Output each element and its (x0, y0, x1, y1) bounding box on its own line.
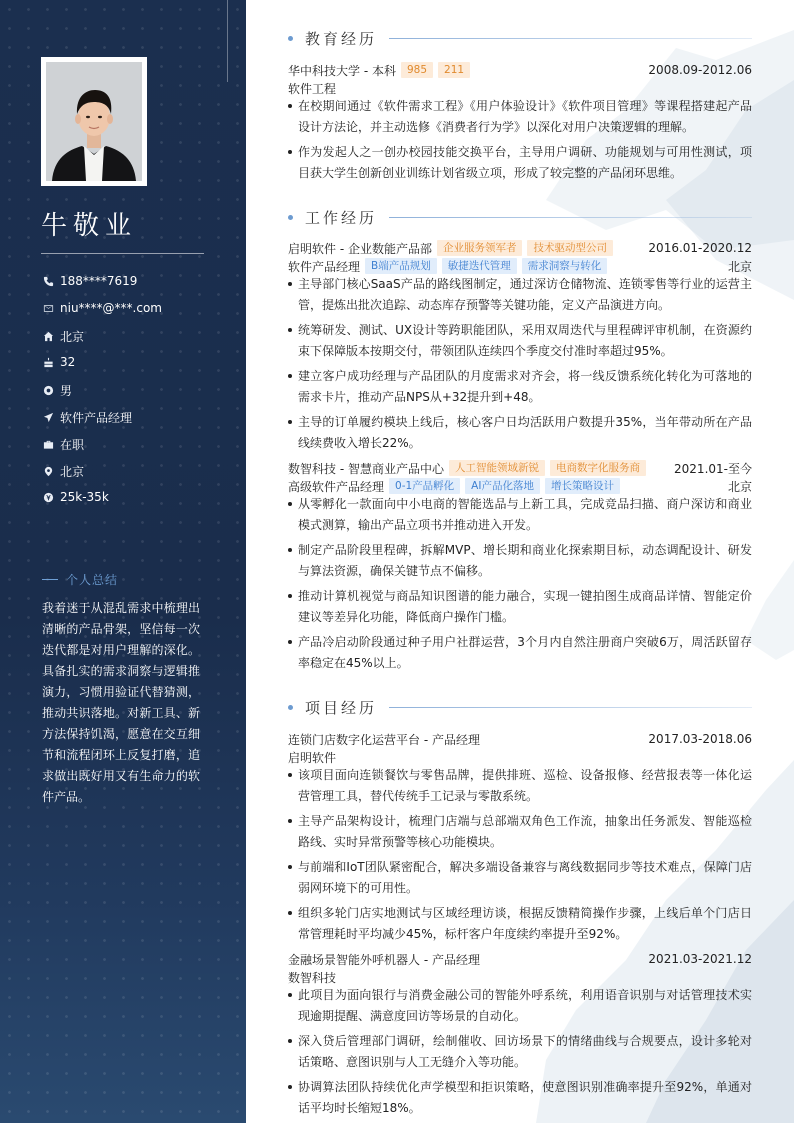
candidate-name: 牛敬业 (41, 211, 138, 241)
list-item: 此项目为面向银行与消费金融公司的智能外呼系统，利用语音识别与对话管理技术实现逾期提醒、满意度回访等场景的自动化。 (288, 985, 752, 1027)
list-item: 深入贷后管理部门调研，绘制催收、回访场景下的情绪曲线与合规要点，设计多轮对话策略、意图识别与人工无缝介入等功能。 (288, 1031, 752, 1073)
project-name: 金融场景智能外呼机器人 - 产品经理 (288, 952, 480, 967)
list-item: 主导的订单履约模块上线后，核心客户日均活跃用户数提升35%，当年带动所在产品线续费收入增长22%。 (288, 412, 752, 454)
sidebar (0, 0, 246, 1123)
project-2-bullets (288, 985, 752, 1123)
project-org: 数智科技 (288, 970, 337, 985)
mail-icon (42, 302, 54, 314)
company-name: 启明软件 - 企业数能产品部 (288, 241, 432, 256)
projects-title: 项目经历 (305, 699, 378, 717)
education-title: 教育经历 (305, 30, 378, 48)
list-item: 产品冷启动阶段通过种子用户社群运营，3个月内自然注册商户突破6万，周活跃留存率稳定在45%以上。 (288, 632, 752, 674)
company-tag: 技术驱动型公司 (527, 240, 613, 256)
briefcase-icon (42, 439, 54, 451)
list-item: 与前端和IoT团队紧密配合，解决多端设备兼容与离线数据同步等技术难点，保障门店弱网环境下的可用性。 (288, 857, 752, 899)
list-item: 协调算法团队持续优化声学模型和拒识策略，使意图识别准确率提升至92%，单通对话平均时长缩短18%。 (288, 1077, 752, 1119)
list-item: 主导部门核心SaaS产品的路线图制定，通过深访仓储物流、连锁零售等行业的运营主管，提炼出批次追踪、动态库存预警等关键功能，定义产品演进方向。 (288, 274, 752, 316)
project-date: 2021.03-2021.12 (648, 952, 752, 966)
list-item: 推动计算机视觉与商品知识图谱的能力融合，实现一键拍图生成商品详情、智能定价建议等差异化功能，降低商户操作门槛。 (288, 586, 752, 628)
work-date: 2021.01-至今 (674, 461, 752, 476)
summary-title: 个人总结 (66, 573, 119, 587)
info-phone (42, 274, 137, 288)
section-dot (288, 36, 293, 41)
summary-text: 我着迷于从混乱需求中梳理出清晰的产品骨架，坚信每一次迭代都是对用户理解的深化。具备扎实的需求洞察与逻辑推演力，习惯用验证代替猜测，推动共识落地。对新工具、新方法保持饥渴，愿意在交互细节和流程闭环上反复打磨，追求做出既好用又有生命力的软件产品。 (42, 601, 200, 804)
role: 软件产品经理 (288, 259, 361, 274)
hometown-value: 北京 (60, 330, 85, 344)
status-value: 在职 (60, 438, 85, 452)
project-2-org-row (288, 968, 752, 986)
skill-tag: 0-1产品孵化 (389, 478, 460, 494)
work-section-header (288, 207, 752, 228)
role: 高级软件产品经理 (288, 479, 385, 494)
project-name: 连锁门店数字化运营平台 - 产品经理 (288, 732, 480, 747)
list-item: 组织多轮门店实地测试与区域经理访谈，根据反馈精简操作步骤，上线后单个门店日常管理耗时平均减少45%，标杆客户年度续约率提升至92%。 (288, 903, 752, 945)
email-value: niu****@***.com (60, 301, 162, 315)
profile-photo (46, 62, 142, 181)
list-item: 从零孵化一款面向中小电商的智能选品与上新工具，完成竞品扫描、商户深访和商业模式测算，输出产品立项书并推动进入开发。 (288, 494, 752, 536)
work-entry-2-bullets (288, 494, 752, 678)
skill-tag: B端产品规划 (365, 258, 437, 274)
project-date: 2017.03-2018.06 (648, 732, 752, 746)
list-item: 主导产品架构设计，梳理门店端与总部端双角色工作流，抽象出任务派发、智能巡检路线、实时异常预警等核心功能模块。 (288, 811, 752, 853)
photo-frame (41, 57, 147, 186)
age-value: 32 (60, 355, 76, 369)
project-1-bullets (288, 765, 752, 949)
section-dot (288, 705, 293, 710)
work-entry-1-bullets (288, 274, 752, 458)
section-rule (389, 217, 752, 218)
home-icon (42, 331, 54, 343)
school-name: 华中科技大学 - 本科 (288, 63, 396, 78)
tag-985: 985 (401, 62, 433, 78)
info-city (42, 463, 84, 480)
company-tag: 人工智能领域新锐 (449, 460, 545, 476)
list-item: 统筹研发、测试、UX设计等跨职能团队，采用双周迭代与里程碑评审机制，在资源约束下保障版本按期交付，带领团队连续四个季度交付准时率超过95%。 (288, 320, 752, 362)
work-entry-2-role (288, 477, 752, 495)
money-icon (42, 491, 54, 503)
info-hometown (42, 328, 84, 345)
project-2-header (288, 950, 752, 968)
company-tag: 电商数字化服务商 (550, 460, 646, 476)
name-divider (41, 253, 204, 254)
list-item: 作为发起人之一创办校园技能交换平台，主导用户调研、功能规划与可用性测试，项目获大学生创新创业训练计划省级立项，形成了较完整的产品闭环思维。 (288, 142, 752, 184)
list-item: 建立客户成功经理与产品团队的月度需求对齐会，将一线反馈系统化转化为可落地的需求卡片，推动产品NPS从+32提升到+48。 (288, 366, 752, 408)
education-section-header (288, 28, 752, 49)
education-major-row (288, 79, 752, 97)
section-rule (389, 707, 752, 708)
skill-tag: AI产品化落地 (465, 478, 540, 494)
skill-tag: 需求洞察与转化 (522, 258, 608, 274)
list-item: 制定产品阶段里程碑，拆解MVP、增长期和商业化探索期目标，动态调配设计、研发与算法资源，确保关键节点不偏移。 (288, 540, 752, 582)
info-position (42, 409, 132, 426)
main-content (246, 0, 794, 1123)
phone-icon (42, 275, 54, 287)
projects-section-header (288, 697, 752, 718)
work-date: 2016.01-2020.12 (648, 241, 752, 255)
portrait-illustration (46, 62, 142, 181)
gender-value: 男 (60, 384, 73, 398)
project-1-org-row (288, 748, 752, 766)
work-location: 北京 (727, 259, 752, 274)
company-tag: 企业服务领军者 (437, 240, 523, 256)
city-value: 北京 (60, 465, 85, 479)
education-entry-header (288, 61, 752, 79)
cake-icon (42, 356, 54, 368)
location-pin-icon (42, 466, 54, 478)
work-entry-2-header (288, 459, 752, 477)
major: 软件工程 (288, 81, 337, 96)
project-1-header (288, 730, 752, 748)
work-location: 北京 (727, 479, 752, 494)
education-date: 2008.09-2012.06 (648, 63, 752, 77)
skill-tag: 敏捷迭代管理 (442, 258, 517, 274)
summary-heading (42, 571, 118, 588)
section-dot (288, 215, 293, 220)
gender-icon (42, 385, 54, 397)
skill-tag: 增长策略设计 (545, 478, 620, 494)
project-org: 启明软件 (288, 750, 337, 765)
education-bullets (288, 96, 752, 188)
work-title: 工作经历 (305, 209, 378, 227)
send-icon (42, 412, 54, 424)
info-email (42, 301, 162, 315)
list-item: 该项目面向连锁餐饮与零售品牌，提供排班、巡检、设备报修、经营报表等一体化运营管理工具，替代传统手工记录与零散系统。 (288, 765, 752, 807)
info-age (42, 355, 75, 369)
summary-dash (42, 579, 58, 580)
position-value: 软件产品经理 (60, 411, 133, 425)
salary-value: 25k-35k (60, 490, 109, 504)
decorative-line (227, 0, 228, 82)
info-salary (42, 490, 109, 504)
info-gender (42, 382, 72, 399)
work-entry-1-role (288, 257, 752, 275)
info-status (42, 436, 84, 453)
work-entry-1-header (288, 239, 752, 257)
company-name: 数智科技 - 智慧商业产品中心 (288, 461, 444, 476)
phone-value: 188****7619 (60, 274, 138, 288)
tag-211: 211 (438, 62, 470, 78)
list-item: 在校期间通过《软件需求工程》《用户体验设计》《软件项目管理》等课程搭建起产品设计方法论，并主动选修《消费者行为学》以深化对用户决策逻辑的理解。 (288, 96, 752, 138)
section-rule (389, 38, 752, 39)
